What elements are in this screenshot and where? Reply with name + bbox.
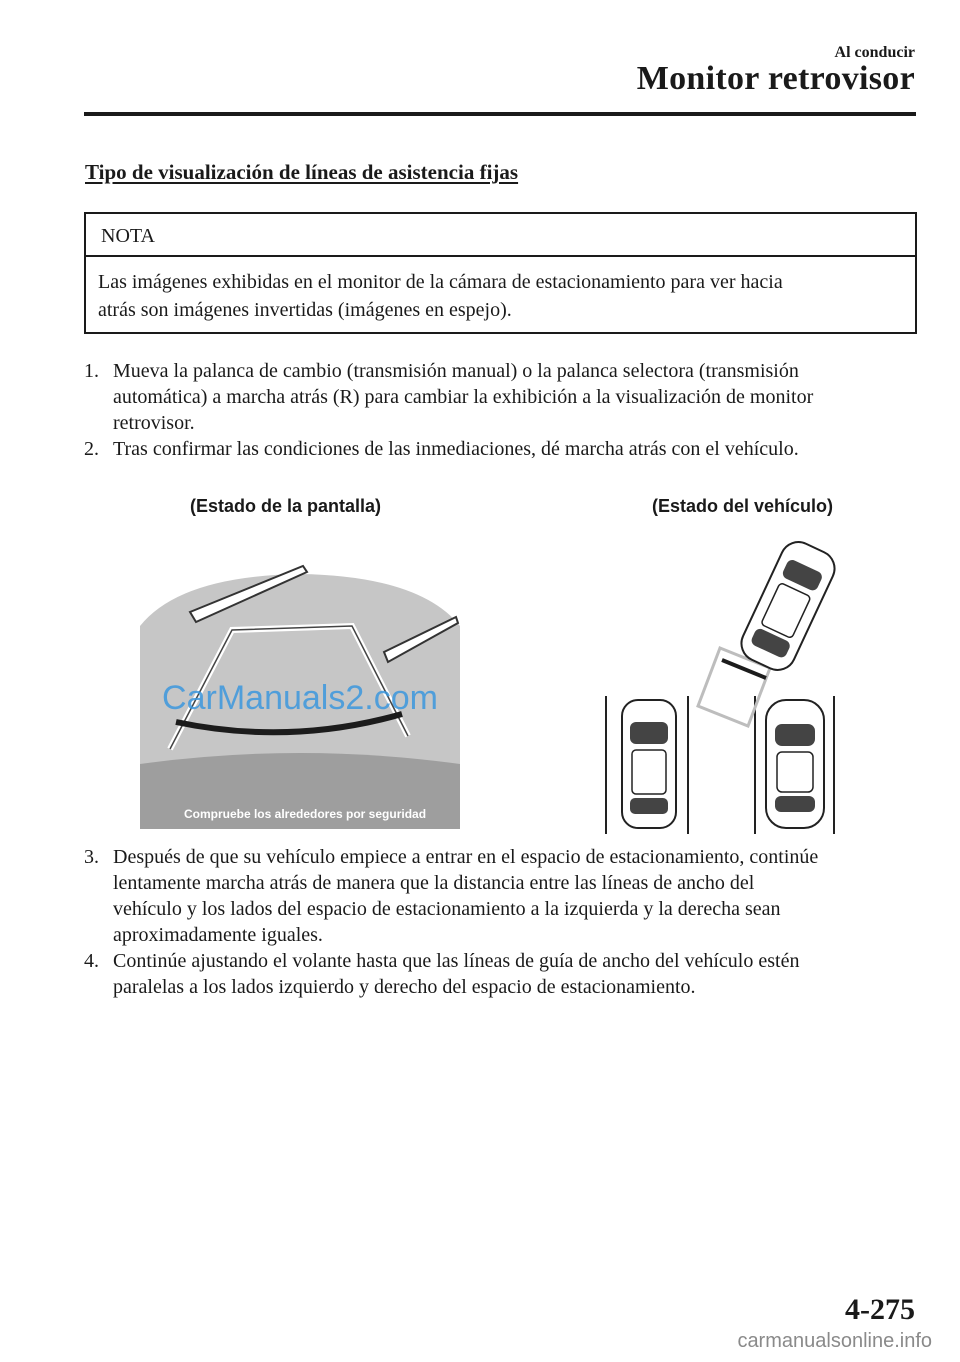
page-title: Monitor retrovisor xyxy=(636,60,915,97)
reversing-car xyxy=(736,538,840,676)
caption-vehicle-state: (Estado del vehículo) xyxy=(652,496,834,516)
step-line: Continúe ajustando el volante hasta que las líneas de guía de ancho del vehículo estén xyxy=(113,950,800,972)
step-item xyxy=(84,436,916,462)
note-divider xyxy=(86,255,915,257)
step-line: paralelas a los lados izquierdo y derecho del espacio de estacionamiento. xyxy=(113,976,696,998)
note-box xyxy=(84,212,917,334)
section-label: Al conducir xyxy=(834,44,915,61)
step-line: Tras confirmar las condiciones de las inmediaciones, dé marcha atrás con el vehículo. xyxy=(113,438,799,460)
watermark-text: CarManuals2.com xyxy=(162,679,438,717)
note-title: NOTA xyxy=(101,225,155,247)
step-line: retrovisor. xyxy=(113,412,195,434)
step-item xyxy=(84,358,916,436)
step-line: lentamente marcha atrás de manera que la distancia entre las líneas de ancho del xyxy=(113,872,755,894)
step-line: Después de que su vehículo empiece a entrar en el espacio de estacionamiento, continúe xyxy=(113,846,819,868)
step-line: vehículo y los lados del espacio de estacionamiento a la izquierda y la derecha sean xyxy=(113,898,781,920)
step-text xyxy=(113,358,916,436)
step-text xyxy=(113,948,916,1000)
step-number: 2. xyxy=(84,438,99,460)
step-item xyxy=(84,948,916,1000)
step-line: automática) a marcha atrás (R) para cambiar la exhibición a la visualización de monitor xyxy=(113,386,814,408)
rear-camera-screen-illustration xyxy=(140,564,460,829)
note-line: atrás son imágenes invertidas (imágenes en espejo). xyxy=(98,299,512,321)
parked-car-right xyxy=(766,700,824,828)
header-rule xyxy=(84,112,916,116)
footer-site-watermark: carmanualsonline.info xyxy=(737,1330,932,1352)
step-number: 1. xyxy=(84,360,99,382)
page-number: 4-275 xyxy=(845,1293,915,1326)
caption-screen-state: (Estado de la pantalla) xyxy=(190,496,382,516)
vehicle-state-illustration xyxy=(600,538,840,834)
step-item xyxy=(84,844,916,948)
step-number: 3. xyxy=(84,846,99,868)
step-number: 4. xyxy=(84,950,99,972)
steps-list-a xyxy=(84,358,916,462)
note-text xyxy=(98,268,898,324)
screen-message: Compruebe los alrededores por seguridad xyxy=(183,807,427,821)
step-text xyxy=(113,436,916,462)
parked-car-left xyxy=(622,700,676,828)
steps-list-b xyxy=(84,844,916,1000)
section-heading: Tipo de visualización de líneas de asistencia fijas xyxy=(85,160,519,184)
step-text xyxy=(113,844,916,948)
step-line: Mueva la palanca de cambio (transmisión manual) o la palanca selectora (transmisión xyxy=(113,360,799,382)
step-line: aproximadamente iguales. xyxy=(113,924,323,946)
note-line: Las imágenes exhibidas en el monitor de la cámara de estacionamiento para ver hacia xyxy=(98,271,783,293)
